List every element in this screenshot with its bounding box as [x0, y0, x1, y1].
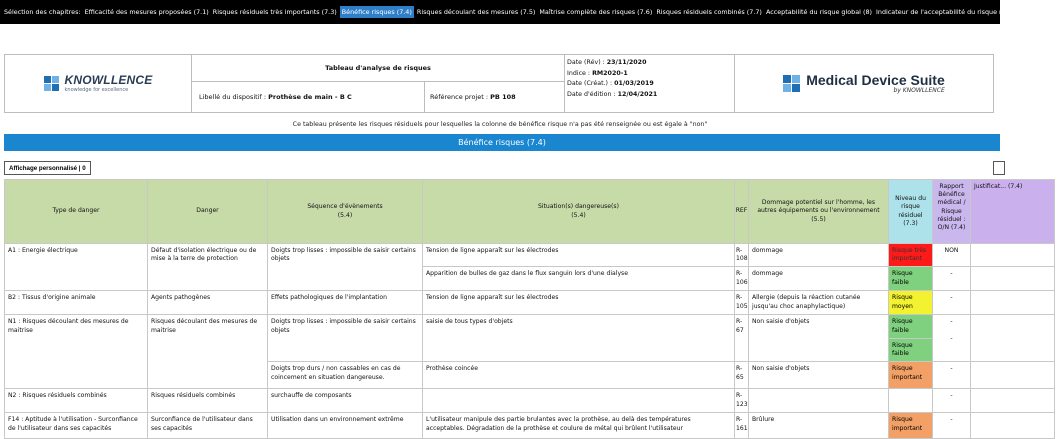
project-label: Référence projet : — [430, 93, 489, 101]
nav-label: Sélection des chapitres: — [4, 8, 81, 16]
col-rapport: Rapport Bénéfice médical / Risque résiduel : O/N (7.4) — [933, 180, 971, 244]
cell-ref: R-108 — [735, 244, 749, 267]
cell-situation: saisie de tous types d'objets — [423, 315, 735, 362]
cell-justification — [971, 315, 1055, 362]
cell-type: A1 : Energie électrique — [5, 244, 148, 291]
cell-danger: Surconfiance de l'utilisateur dans ses capacités — [148, 413, 268, 439]
cell-type: F14 : Aptitude à l'utilisation - Surconfiance de l'utilisateur dans ses capacités — [5, 413, 148, 439]
nav-item-risques-combines[interactable]: Risques résiduels combinés (7.7) — [656, 8, 762, 16]
cell-ref: R-123 — [735, 389, 749, 413]
cell-sequence: Doigts trop durs / non cassables en cas de coincement en situation dangereuse. — [268, 362, 423, 389]
table-description: Ce tableau présente les risques résiduels pour lesquelles la colonne de bénéfice risque n'a pas été renseignée ou est égale à "non" — [292, 121, 708, 128]
indice-label: Indice : — [567, 69, 593, 77]
table-row — [5, 244, 1055, 267]
chapter-nav — [0, 0, 1058, 24]
nav-item-maitrise-complete[interactable]: Maîtrise complète des risques (7.6) — [539, 8, 653, 16]
cell-danger: Risques résiduels combinés — [148, 389, 268, 413]
date-rev-value: 23/11/2020 — [606, 59, 647, 66]
table-row — [5, 413, 1055, 439]
cell-rapport: - - — [933, 315, 971, 362]
cell-rapport: - — [933, 389, 971, 413]
date-edition-value: 12/04/2021 — [617, 90, 658, 98]
nav-item-efficacite[interactable]: Efficacité des mesures proposées (7.1) — [84, 8, 209, 16]
col-justification: Justificat... (7.4) — [971, 180, 1055, 244]
cell-ref: R-161 — [735, 413, 749, 439]
cell-ref: R-106 — [735, 267, 749, 291]
cell-niveau: Risque très important — [889, 244, 933, 267]
document-header — [4, 54, 994, 113]
mds-cube-icon — [783, 75, 801, 93]
col-type-danger: Type de danger — [5, 180, 148, 244]
cell-situation: Tension de ligne apparaît sur les électrodes — [423, 291, 735, 315]
cell-niveau: Risque moyen — [889, 291, 933, 315]
cell-sequence: surchauffe de composants — [268, 389, 423, 413]
knowllence-logo — [5, 55, 192, 112]
date-rev-label: Date (Rév) : — [567, 59, 607, 66]
cell-dommage: dommage — [749, 267, 889, 291]
date-creat-label: Date (Créat.) : — [567, 80, 615, 87]
page-title: Tableau d'analyse de risques — [192, 55, 565, 82]
edge-button[interactable] — [993, 161, 1005, 175]
cell-niveau: Risque important — [889, 413, 933, 439]
project-value: PB 108 — [490, 93, 516, 101]
col-situation: Situation(s) dangereuse(s) (5.4) — [423, 180, 735, 244]
logo-brand: KNOWLLENCE — [64, 73, 153, 87]
cell-danger: Risques découlant des mesures de maitrise — [148, 315, 268, 389]
nav-item-risques-decoulant[interactable]: Risques découlant des mesures (7.5) — [416, 8, 536, 16]
cell-dommage: Non saisie d'objets — [749, 315, 889, 362]
cell-dommage: dommage — [749, 244, 889, 267]
date-block — [565, 55, 735, 112]
date-edition-label: Date d'édition : — [567, 90, 618, 98]
cell-justification — [971, 362, 1055, 389]
cell-justification — [971, 291, 1055, 315]
date-creat-value: 01/03/2019 — [614, 80, 654, 87]
cell-type: B2 : Tissus d'origine animale — [5, 291, 148, 315]
cell-justification — [971, 244, 1055, 267]
mds-by: by KNOWLLENCE — [893, 87, 945, 94]
col-niveau: Niveau du risque résiduel (7.3) — [889, 180, 933, 244]
cell-niveau — [889, 389, 933, 413]
col-sequence: Séquence d'évènements (5.4) — [268, 180, 423, 244]
cell-sequence: Doigts trop lisses : impossible de saisir certains objets — [268, 315, 423, 362]
project-ref — [425, 82, 565, 112]
cell-situation: Tension de ligne apparaît sur les électrodes — [423, 244, 735, 267]
cell-rapport: - — [933, 267, 971, 291]
device-info — [192, 82, 425, 112]
nav-item-benefice-risques[interactable]: Bénéfice risques (7.4) — [341, 8, 412, 16]
nav-item-indicateur[interactable]: Indicateur de l'acceptabilité du risque résiduel global (8) — [876, 8, 1058, 16]
logo-tagline: knowledge for excellence — [64, 87, 129, 93]
custom-display-button[interactable]: Affichage personnalisé | 0 — [4, 161, 91, 175]
col-dommage: Dommage potentiel sur l'homme, les autres équipements ou l'environnement (5.5) — [749, 180, 889, 244]
cell-situation: Prothèse coincée — [423, 362, 735, 389]
section-banner: Bénéfice risques (7.4) — [4, 134, 1000, 151]
cell-danger: Défaut d'isolation électrique ou de mise à la terre de protection — [148, 244, 268, 291]
device-label: Libellé du dispositif : — [199, 93, 267, 101]
cell-dommage — [749, 389, 889, 413]
cell-rapport: - — [933, 291, 971, 315]
risk-table — [4, 179, 1055, 439]
cell-type: N1 : Risques découlant des mesures de maitrise — [5, 315, 148, 389]
cell-ref: R-67 — [735, 315, 749, 362]
cell-justification — [971, 267, 1055, 291]
cell-rapport: NON — [933, 244, 971, 267]
knowllence-cube-icon — [44, 76, 60, 92]
mds-logo — [735, 55, 993, 112]
cell-dommage: Non saisie d'objets — [749, 362, 889, 389]
cell-ref: R-105 — [735, 291, 749, 315]
cell-situation: L'utilisateur manipule des partie brulantes avec la prothèse, au delà des températures acceptables. Dégradation de la prothèse et coulure de métal qui brûlent l'utilisateur — [423, 413, 735, 439]
cell-justification — [971, 389, 1055, 413]
col-ref: REF — [735, 180, 749, 244]
cell-situation — [423, 389, 735, 413]
cell-dommage: Brûlure — [749, 413, 889, 439]
mds-title: Medical Device Suite — [806, 72, 945, 88]
device-value: Prothèse de main - B C — [268, 93, 352, 101]
cell-niveau: Risque faible — [889, 267, 933, 291]
cell-justification — [971, 413, 1055, 439]
indice-value: RM2020-1 — [592, 69, 628, 77]
cell-sequence: Utilisation dans un environnement extrême — [268, 413, 423, 439]
cell-ref: R-65 — [735, 362, 749, 389]
cell-niveau: Risque important — [889, 362, 933, 389]
cell-rapport: - — [933, 413, 971, 439]
cell-sequence: Doigts trop lisses : impossible de saisir certains objets — [268, 244, 423, 291]
cell-situation: Apparition de bulles de gaz dans le flux sanguin lors d'une dialyse — [423, 267, 735, 291]
nav-item-risques-tres-importants[interactable]: Risques résiduels très importants (7.3) — [212, 8, 337, 16]
cell-type: N2 : Risques résiduels combinés — [5, 389, 148, 413]
cell-danger: Agents pathogènes — [148, 291, 268, 315]
table-row — [5, 315, 1055, 362]
nav-item-acceptabilite[interactable]: Acceptabilité du risque global (8) — [765, 8, 873, 16]
cell-dommage: Allergie (depuis la réaction cutanée jusqu'au choc anaphylactique) — [749, 291, 889, 315]
cell-niveau: Risque faible Risque faible — [889, 315, 933, 362]
table-row — [5, 389, 1055, 413]
table-row — [5, 291, 1055, 315]
col-danger: Danger — [148, 180, 268, 244]
cell-sequence: Effets pathologiques de l'implantation — [268, 291, 423, 315]
cell-rapport: - — [933, 362, 971, 389]
